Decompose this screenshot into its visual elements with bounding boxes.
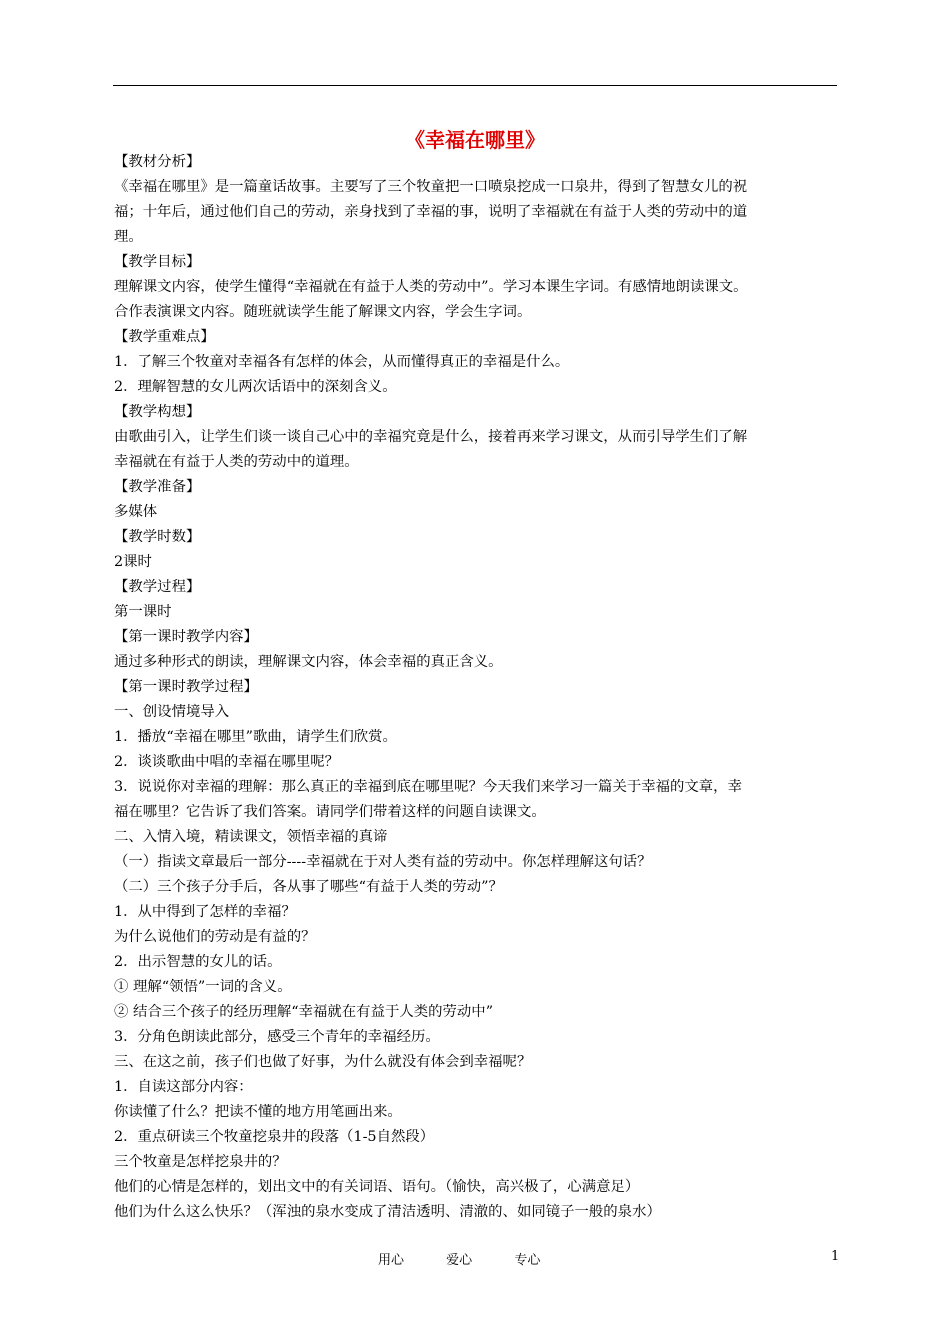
text-line: 福在哪里？它告诉了我们答案。请同学们带着这样的问题自读课文。 [114,804,546,820]
document-title: 《幸福在哪里》 [405,128,545,152]
text-line: 2．谈谈歌曲中唱的幸福在哪里呢？ [114,754,340,770]
text-line: 第一课时 [114,604,172,620]
text-line: 福；十年后，通过他们自己的劳动，亲身找到了幸福的事，说明了幸福就在有益于人类的劳动中的道 [114,204,748,220]
text-line: 他们的心情是怎样的，划出文中的有关词语、语句。（愉快，高兴极了，心满意足） [114,1179,640,1195]
text-line: 1．自读这部分内容： [114,1079,253,1095]
text-line: 2．理解智慧的女儿两次话语中的深刻含义。 [114,379,397,395]
text-line: ② 结合三个孩子的经历理解“幸福就在有益于人类的劳动中” [114,1004,494,1020]
text-line: 三、在这之前，孩子们也做了好事，为什么就没有体会到幸福呢？ [114,1054,532,1070]
page-footer [378,1249,578,1268]
text-line: 理解课文内容，使学生懂得“幸福就在有益于人类的劳动中”。学习本课生字词。有感情地朗读课文。 [114,279,748,295]
text-line: 【教学过程】 [114,579,201,595]
text-line: 【第一课时教学过程】 [114,679,258,695]
text-line: 【教学准备】 [114,479,201,495]
text-line: 一、创设情境导入 [114,704,230,720]
text-line: 1．从中得到了怎样的幸福？ [114,904,296,920]
text-line: 【教材分析】 [114,154,201,170]
text-line: 他们为什么这么快乐？（浑浊的泉水变成了清洁透明、清澈的、如同镜子一般的泉水） [114,1204,661,1220]
text-line: 【教学重难点】 [114,329,215,345]
text-line: （一）指读文章最后一部分----幸福就在于对人类有益的劳动中。你怎样理解这句话？ [114,854,652,870]
page-number: 1 [831,1249,840,1264]
text-line: 多媒体 [114,504,158,520]
text-line: 通过多种形式的朗读，理解课文内容，体会幸福的真正含义。 [114,654,503,670]
text-line: 2课时 [114,554,152,570]
text-line: 合作表演课文内容。随班就读学生能了解课文内容，学会生字词。 [114,304,532,320]
header-rule [113,85,837,86]
text-line: 二、入情入境，精读课文，领悟幸福的真谛 [114,829,388,845]
text-line: 为什么说他们的劳动是有益的？ [114,929,316,945]
document-body [114,150,844,1225]
text-line: 幸福就在有益于人类的劳动中的道理。 [114,454,359,470]
text-line: 3．分角色朗读此部分，感受三个青年的幸福经历。 [114,1029,440,1045]
text-line: 三个牧童是怎样挖泉井的？ [114,1154,287,1170]
text-line: 理。 [114,229,143,245]
text-line: 《幸福在哪里》是一篇童话故事。主要写了三个牧童把一口喷泉挖成一口泉井，得到了智慧女儿的祝 [114,179,748,195]
text-line: 2．出示智慧的女儿的话。 [114,954,282,970]
text-line: 【教学时数】 [114,529,201,545]
text-line: 1．了解三个牧童对幸福各有怎样的体会，从而懂得真正的幸福是什么。 [114,354,570,370]
text-line: 【第一课时教学内容】 [114,629,258,645]
text-line: （二）三个孩子分手后，各从事了哪些“有益于人类的劳动”？ [114,879,503,895]
text-line: ① 理解“领悟”一词的含义。 [114,979,292,995]
text-line: 3．说说你对幸福的理解：那么真正的幸福到底在哪里呢？今天我们来学习一篇关于幸福的文章，幸 [114,779,742,795]
text-line: 【教学构想】 [114,404,201,420]
footer-text-middle: 爱心 [446,1253,473,1268]
text-line: 你读懂了什么？把读不懂的地方用笔画出来。 [114,1104,402,1120]
text-line: 1．播放“幸福在哪里”歌曲，请学生们欣赏。 [114,729,397,745]
footer-text-right: 专心 [514,1253,541,1268]
footer-text-left: 用心 [378,1253,405,1268]
text-line: 【教学目标】 [114,254,201,270]
text-line: 由歌曲引入，让学生们谈一谈自己心中的幸福究竟是什么，接着再来学习课文，从而引导学生们了解 [114,429,748,445]
text-line: 2．重点研读三个牧童挖泉井的段落（1-5自然段） [114,1129,435,1145]
